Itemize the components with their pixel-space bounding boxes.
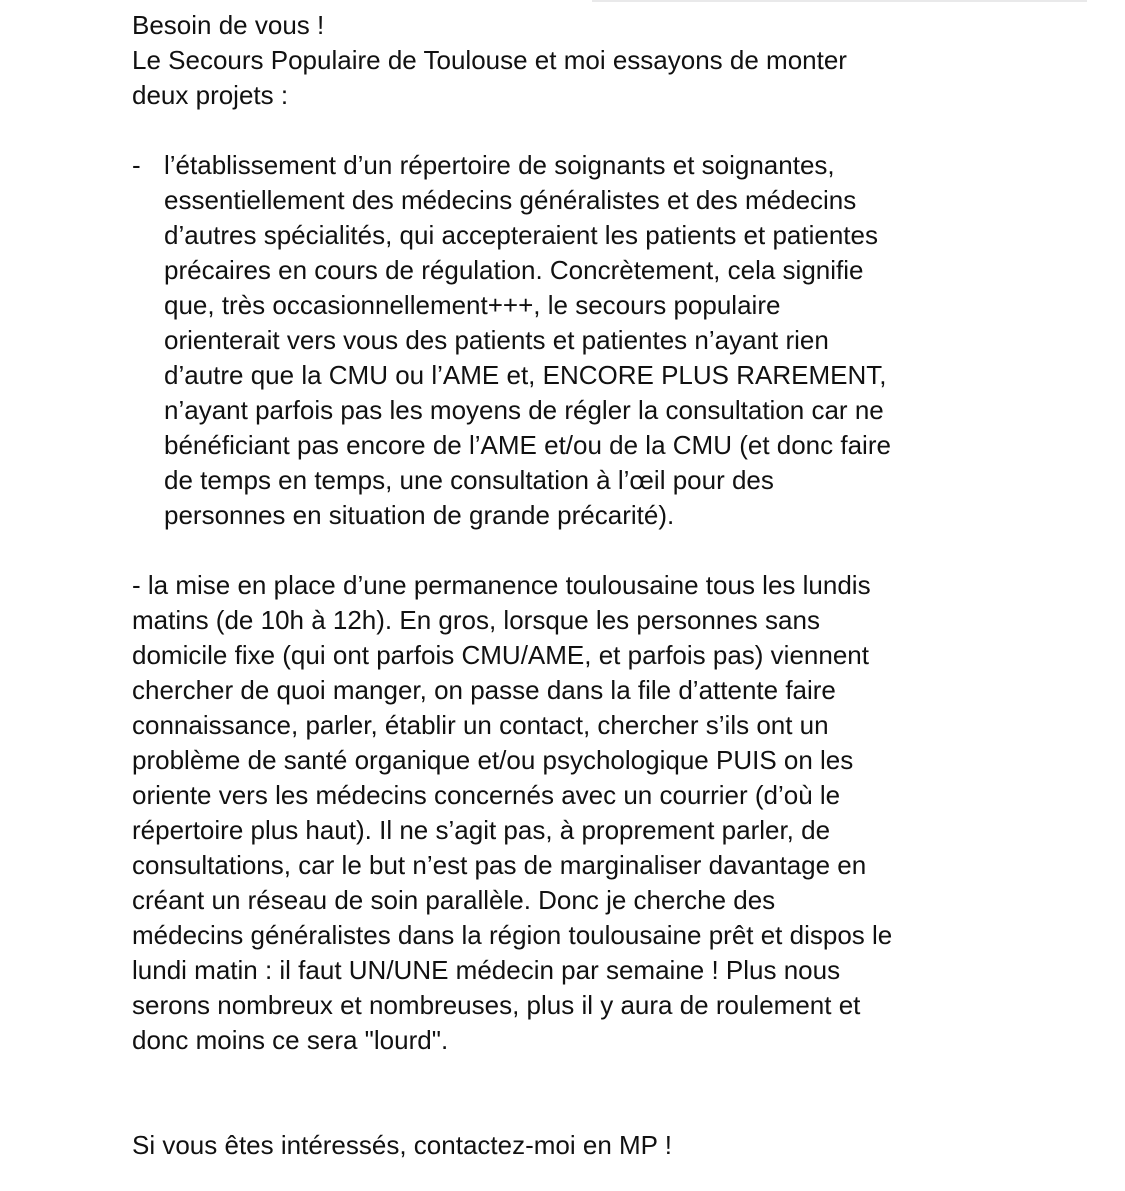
- project-1-line: personnes en situation de grande précarité).: [164, 500, 675, 530]
- project-1-line: orienterait vers vous des patients et patientes n’ayant rien: [164, 325, 829, 355]
- project-2-line: chercher de quoi manger, on passe dans la file d’attente faire: [132, 675, 836, 705]
- project-1-line: d’autres spécialités, qui accepteraient les patients et patientes: [164, 220, 878, 250]
- project-2-line: problème de santé organique et/ou psychologique PUIS on les: [132, 745, 854, 775]
- paragraph-gap: [132, 1058, 1012, 1128]
- intro-line: deux projets :: [132, 80, 289, 110]
- project-1-line: bénéficiant pas encore de l’AME et/ou de la CMU (et donc faire: [164, 430, 891, 460]
- project-2-line: répertoire plus haut). Il ne s’agit pas, à proprement parler, de: [132, 815, 831, 845]
- intro-paragraph: [132, 8, 1012, 113]
- project-2-line: matins (de 10h à 12h). En gros, lorsque les personnes sans: [132, 605, 820, 635]
- project-2-paragraph: [132, 568, 1012, 1058]
- project-1-line: n’ayant parfois pas les moyens de régler la consultation car ne: [164, 395, 884, 425]
- closing-line: Si vous êtes intéressés, contactez-moi en MP !: [132, 1130, 672, 1160]
- bullet-dash: -: [132, 150, 141, 180]
- intro-line: Le Secours Populaire de Toulouse et moi essayons de monter: [132, 45, 847, 75]
- project-1-line: précaires en cours de régulation. Concrètement, cela signifie: [164, 255, 864, 285]
- project-2-line: créant un réseau de soin parallèle. Donc je cherche des: [132, 885, 776, 915]
- project-1-line: d’autre que la CMU ou l’AME et, ENCORE PLUS RAREMENT,: [164, 360, 887, 390]
- project-1-line: de temps en temps, une consultation à l’œil pour des: [164, 465, 774, 495]
- paragraph-gap: [132, 113, 1012, 148]
- closing-paragraph: [132, 1128, 1012, 1163]
- project-2-line: connaissance, parler, établir un contact, chercher s’ils ont un: [132, 710, 829, 740]
- project-2-line: lundi matin : il faut UN/UNE médecin par semaine ! Plus nous: [132, 955, 841, 985]
- project-2-line: médecins généralistes dans la région toulousaine prêt et dispos le: [132, 920, 893, 950]
- project-1-line: essentiellement des médecins généralistes et des médecins: [164, 185, 857, 215]
- project-1-line: l’établissement d’un répertoire de soignants et soignantes,: [164, 150, 835, 180]
- paragraph-gap: [132, 533, 1012, 568]
- project-1-line: que, très occasionnellement+++, le secours populaire: [164, 290, 781, 320]
- project-2-line: donc moins ce sera "lourd".: [132, 1025, 449, 1055]
- project-2-line: oriente vers les médecins concernés avec un courrier (d’où le: [132, 780, 841, 810]
- project-2-line: serons nombreux et nombreuses, plus il y aura de roulement et: [132, 990, 861, 1020]
- project-1-bullet: [132, 148, 1012, 533]
- document-body: [132, 8, 1012, 1163]
- project-2-line: consultations, car le but n’est pas de marginaliser davantage en: [132, 850, 867, 880]
- intro-line: Besoin de vous !: [132, 10, 325, 40]
- project-2-line: - la mise en place d’une permanence toulousaine tous les lundis: [132, 570, 871, 600]
- project-2-line: domicile fixe (qui ont parfois CMU/AME, et parfois pas) viennent: [132, 640, 869, 670]
- top-divider: [592, 0, 1087, 2]
